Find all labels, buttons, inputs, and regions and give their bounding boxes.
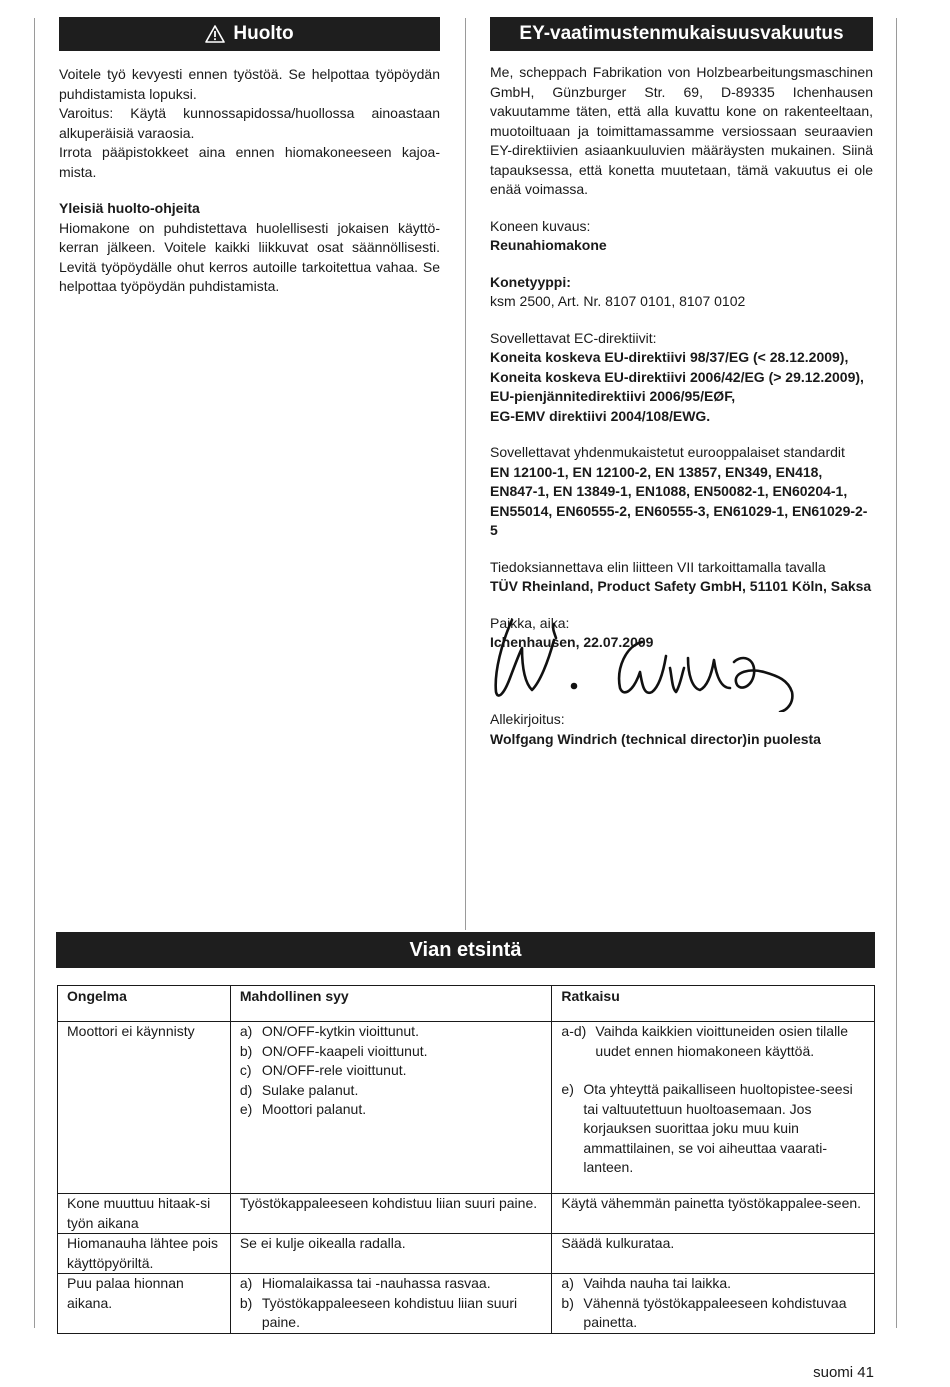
troubleshooting-table [57,985,875,1334]
list-item: Vähennä työstökappaleeseen kohdistuvaa painetta. [583,1294,847,1330]
huolto-section [59,65,440,297]
ey-title: EY-vaatimustenmukaisuusvakuutus [519,23,844,44]
cause-cell: Se ei kulje oikealla radalla. [230,1234,552,1274]
huolto-heading-bar [59,17,440,51]
list-item: Hiomalaikassa tai -nauhassa rasvaa. [261,1275,491,1291]
list-marker: a-d) [561,1023,587,1039]
list-item: Moottori palanut. [261,1101,367,1117]
huolto-title: Huolto [233,23,294,44]
ey-notified-body-label: Tiedoksiannettava elin liitteen VII tarkoittamalla tavalla [490,558,826,575]
ey-place-label: Paikka, aika: [490,614,570,631]
ey-type-value: ksm 2500, Art. Nr. 8107 0101, 8107 0102 [490,293,746,309]
problem-cell: Moottori ei käynnisty [58,1022,231,1194]
list-item: Vaihda kaikkien vioittuneiden osien tilalle uudet ennen hiomakoneen käyttöä. [595,1023,849,1059]
ey-signature-value: Wolfgang Windrich (technical director)in puolesta [490,730,821,747]
ey-notified-body-value: TÜV Rheinland, Product Safety GmbH, 51101 Köln, Saksa [490,578,872,594]
list-item: Vaihda nauha tai laikka. [583,1275,732,1291]
ey-intro: Me, scheppach Fabrikation von Holzbearbeitungsmaschinen GmbH, Günzburger Str. 69, D-89335 Ichenhausen vakuutamme täten, että alla kuvattu kone on rakenteeltaan, muotoiltuaan ja toimittamassamme versiossaan seuraavien EY-direktiivien asiaankuuluvien määräysten mukainen. Siinä tapauksessa, että konetta muutetaan, tämä vakuutus ei ole enää voimassa. [490,64,873,197]
vian-heading-bar [56,932,875,968]
cause-cell: Työstökappaleeseen kohdistuu liian suuri paine. [230,1194,552,1234]
vian-title: Vian etsintä [409,939,522,961]
list-item: ON/OFF-rele vioittunut. [261,1062,407,1078]
header-cause: Mahdollinen syy [230,986,552,1022]
list-item: Ota yhteyttä paikalliseen huoltopistee-seesi tai valtuutettuun huoltoasemaan. Jos korjauksen suorittaa joku muu kuin ammattilainen, se voi aiheuttaa vaarati-lanteen. [583,1081,853,1175]
list-marker: a) [239,1023,253,1039]
ey-standards-label: Sovellettavat yhdenmukaistetut eurooppalaiset standardit [490,444,845,460]
huolto-paragraph-1: Voitele työ kevyesti ennen työstöä. Se helpottaa työpöydän puhdistamista lopuksi. [59,66,440,102]
ey-signature-label: Allekirjoitus: [490,711,565,727]
ey-section [490,63,873,653]
huolto-paragraph-3: Irrota pääpistokkeet aina ennen hiomakoneeseen kajoa-mista. [59,144,440,180]
list-marker: b) [239,1042,253,1059]
solution-cell: Käytä vähemmän painetta työstökappalee-seen. [552,1194,875,1234]
header-problem: Ongelma [58,986,231,1022]
header-solution: Ratkaisu [552,986,875,1022]
ey-heading-bar [490,17,873,51]
left-margin-rule [34,18,35,1328]
problem-cell: Hiomanauha lähtee pois käyttöpyöriltä. [58,1234,231,1274]
list-marker: d) [239,1081,253,1098]
list-marker: e) [561,1081,574,1097]
warning-icon [205,25,225,43]
ey-description-label: Koneen kuvaus: [490,217,591,234]
list-marker: a) [561,1275,574,1291]
table-header-row [58,986,875,1022]
solution-cell [552,1274,875,1334]
ey-directive-item: Koneita koskeva EU-direktiivi 98/37/EG (< 28.12.2009), [490,349,849,365]
problem-cell: Kone muuttuu hitaak-si työn aikana [58,1194,231,1234]
list-item: ON/OFF-kaapeli vioittunut. [261,1042,428,1059]
table-row [58,1022,875,1194]
huolto-subheading: Yleisiä huolto-ohjeita [59,200,200,216]
ey-directive-item: EG-EMV direktiivi 2004/108/EWG. [490,407,711,424]
solution-cell [552,1022,875,1194]
center-column-rule [465,18,466,930]
ey-standards-value: EN 12100-1, EN 12100-2, EN 13857, EN349, EN418, EN847-1, EN 13849-1, EN1088, EN50082-1, EN60204-1, EN55014, EN60555-2, EN60555-3, EN61029-1, EN61029-2-5 [490,463,868,538]
ey-type-label: Konetyyppi: [490,273,571,290]
ey-directive-item: Koneita koskeva EU-direktiivi 2006/42/EG (> 29.12.2009), [490,368,864,385]
list-item: Työstökappaleeseen kohdistuu liian suuri paine. [261,1294,518,1330]
table-row [58,1234,875,1274]
table-row [58,1194,875,1234]
signature-image [488,612,828,712]
list-marker: b) [239,1294,253,1311]
list-marker: a) [239,1275,253,1291]
cause-cell [230,1274,552,1334]
ey-signature-block [490,710,873,749]
ey-place-value: Ichenhausen, 22.07.2009 [490,634,654,650]
page-number: suomi 41 [813,1364,874,1381]
ey-directive-item: EU-pienjännitedirektiivi 2006/95/EØF, [490,388,736,404]
ey-description-value: Reunahiomakone [490,237,607,253]
huolto-paragraph-4: Hiomakone on puhdistettava huolellisesti jokaisen käyttö-kerran jälkeen. Voitele kaikki liikkuvat osat säännöllisesti. Levitä työpöydälle ohut kerros autoille tarkoitettua vahaa. Se helpottaa työpöydän puhdistamista. [59,219,440,294]
ey-directives-label: Sovellettavat EC-direktiivit: [490,329,657,346]
list-item: Sulake palanut. [261,1081,359,1098]
table-row [58,1274,875,1334]
cause-cell [230,1022,552,1194]
list-marker: e) [239,1101,253,1117]
solution-cell: Säädä kulkurataa. [552,1234,875,1274]
right-margin-rule [896,18,897,1328]
list-marker: b) [561,1294,574,1311]
list-item: ON/OFF-kytkin vioittunut. [261,1023,419,1039]
huolto-paragraph-2: Varoitus: Käytä kunnossapidossa/huollossa ainoastaan alkuperäisiä varaosia. [59,105,440,141]
list-marker: c) [239,1062,252,1078]
problem-cell: Puu palaa hionnan aikana. [58,1274,231,1334]
